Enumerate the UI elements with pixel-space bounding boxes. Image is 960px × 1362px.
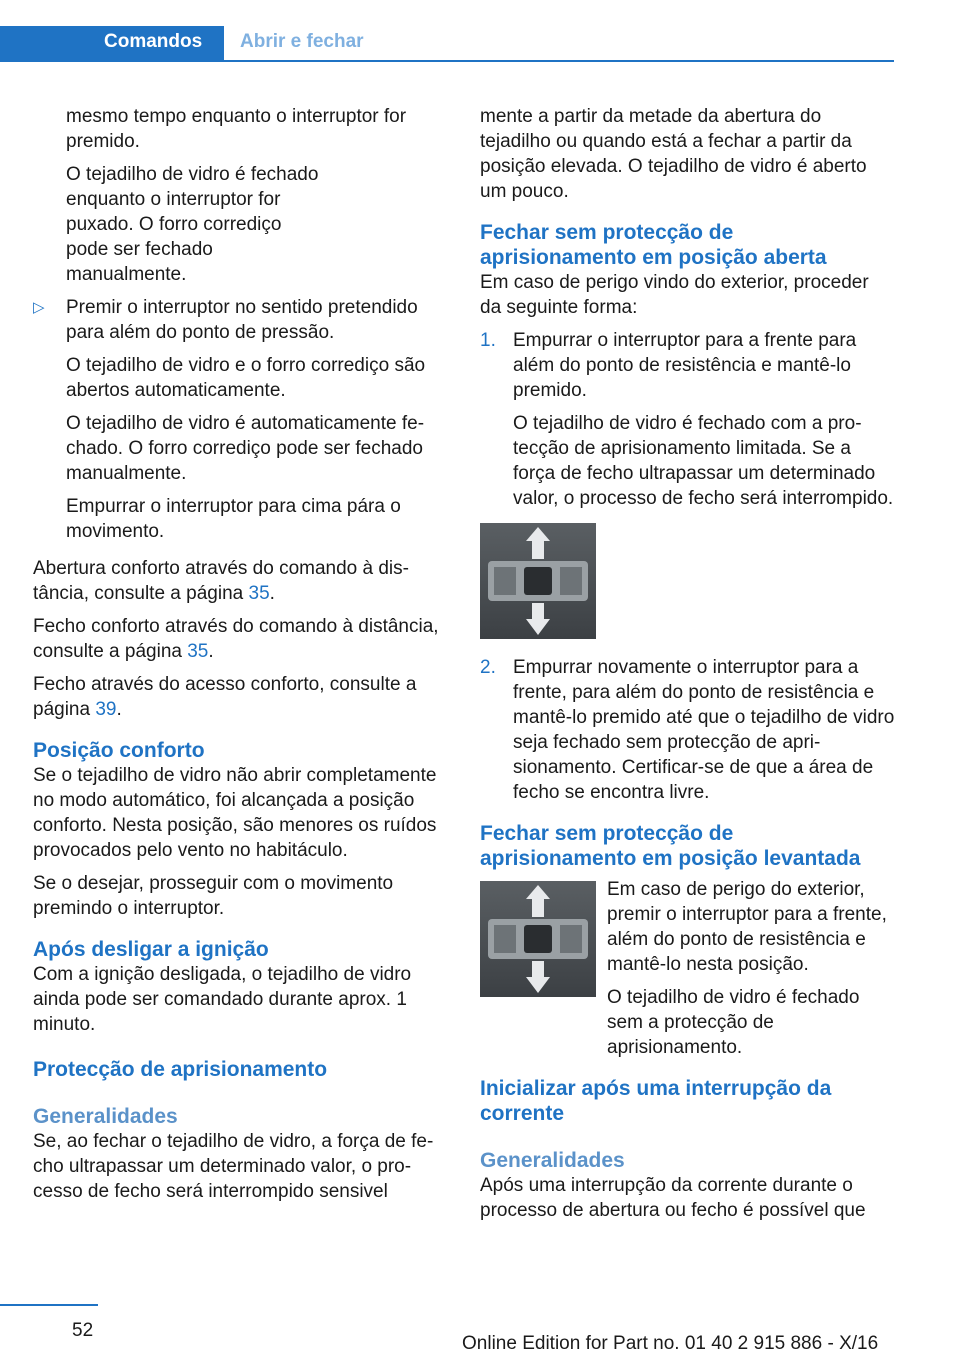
paragraph: mesmo tempo enquanto o interruptor for premido. bbox=[66, 106, 407, 152]
header-rule bbox=[0, 60, 894, 62]
left-column bbox=[33, 104, 443, 1212]
paragraph: O tejadilho de vidro é automaticamente fechado. O forro corrediço pode ser fechado manualmente. bbox=[66, 413, 425, 484]
page-link[interactable]: 39 bbox=[95, 699, 117, 720]
heading-fechar-levantada: Fechar sem protecção de aprisionamento em posição levantada bbox=[480, 822, 861, 870]
heading-generalidades: Generalidades bbox=[33, 1105, 178, 1128]
heading-inicializar: Inicializar após uma interrupção da corrente bbox=[480, 1077, 832, 1125]
tab-comandos[interactable] bbox=[0, 26, 224, 60]
page-link[interactable]: 35 bbox=[187, 641, 209, 662]
paragraph: Em caso de perigo do exterior, premir o interruptor para a frente, além do ponto de resistência e mantê-lo nesta posição. bbox=[607, 879, 887, 975]
roof-switch-icon bbox=[480, 523, 596, 639]
paragraph: O tejadilho de vidro é fechado com a protecção de aprisionamento limitada. Se a força de fecho ultrapassar um determinado valor, o processo de fecho será interrompido. bbox=[513, 413, 894, 509]
numbered-item bbox=[480, 655, 895, 805]
paragraph: O tejadilho de vidro é fechado sem a protecção de aprisionamento. bbox=[607, 987, 860, 1058]
roof-switch-icon bbox=[480, 881, 596, 997]
page-link[interactable]: 35 bbox=[248, 583, 270, 604]
reference-paragraph: Abertura conforto através do comando à distância, consulte a página 35. bbox=[33, 558, 409, 604]
heading-proteccao: Protecção de aprisionamento bbox=[33, 1058, 328, 1081]
triangle-bullet-icon: ▷ bbox=[33, 299, 45, 316]
item-number: 2. bbox=[480, 657, 496, 678]
tab-comandos-label: Comandos bbox=[104, 31, 203, 52]
heading-apos-desligar: Após desligar a ignição bbox=[33, 938, 269, 961]
paragraph: Empurrar novamente o interruptor para a frente, para além do ponto de resistência e mantê-lo premido até que o tejadilho de vidro seja fechado sem protecção de aprisionamento. Certificar-se de que a área de fecho se encontra livre. bbox=[513, 657, 895, 803]
heading-posicao-conforto: Posição conforto bbox=[33, 739, 205, 762]
paragraph: O tejadilho de vidro é fechado enquanto o interruptor for puxado. O forro corrediço pode ser fechado manualmente. bbox=[66, 164, 319, 285]
reference-paragraph: Fecho conforto através do comando à distância, consulte a página 35. bbox=[33, 616, 439, 662]
paragraph: Se o tejadilho de vidro não abrir completamente no modo automático, foi alcançada a posição conforto. Nesta posição, são menores os ruídos provocados pelo vento no habitáculo. bbox=[33, 765, 437, 861]
switch-photo bbox=[480, 881, 596, 997]
tab-abrir-e-fechar[interactable]: Abrir e fechar bbox=[240, 31, 364, 52]
paragraph: mente a partir da metade da abertura do tejadilho ou quando está a fechar a partir da posição elevada. O tejadilho de vidro é aberto um pouco. bbox=[480, 106, 867, 202]
paragraph: Premir o interruptor no sentido pretendido para além do ponto de pressão. bbox=[66, 297, 418, 343]
item-number: 1. bbox=[480, 330, 496, 351]
paragraph: Se, ao fechar o tejadilho de vidro, a força de fecho ultrapassar um determinado valor, o processo de fecho será interrompido sensivel bbox=[33, 1131, 434, 1202]
footer-rule bbox=[0, 1304, 98, 1306]
reference-paragraph: Fecho através do acesso conforto, consulte a página 39. bbox=[33, 674, 417, 720]
paragraph: Se o desejar, prosseguir com o movimento premindo o interruptor. bbox=[33, 873, 394, 919]
page-number: 52 bbox=[72, 1320, 94, 1341]
bullet-item bbox=[33, 295, 443, 544]
heading-generalidades: Generalidades bbox=[480, 1149, 625, 1172]
paragraph: O tejadilho de vidro e o forro corrediço são abertos automaticamente. bbox=[66, 355, 426, 401]
paragraph: Em caso de perigo vindo do exterior, proceder da seguinte forma: bbox=[480, 272, 869, 318]
paragraph: Empurrar o interruptor para a frente para além do ponto de resistência e mantê-lo premido. bbox=[513, 330, 857, 401]
edition-note: Online Edition for Part no. 01 40 2 915 886 - X/16 bbox=[462, 1333, 879, 1354]
paragraph: Após uma interrupção da corrente durante o processo de abertura ou fecho é possível que bbox=[480, 1175, 866, 1221]
heading-fechar-aberta: Fechar sem protecção de aprisionamento em posição aberta bbox=[480, 221, 827, 269]
right-column bbox=[480, 104, 895, 1231]
paragraph: Com a ignição desligada, o tejadilho de vidro ainda pode ser comandado durante aprox. 1 minuto. bbox=[33, 964, 412, 1035]
numbered-item bbox=[480, 328, 895, 511]
levantada-block bbox=[480, 877, 895, 1060]
switch-photo bbox=[480, 523, 596, 639]
paragraph: Empurrar o interruptor para cima pára o movimento. bbox=[66, 496, 401, 542]
